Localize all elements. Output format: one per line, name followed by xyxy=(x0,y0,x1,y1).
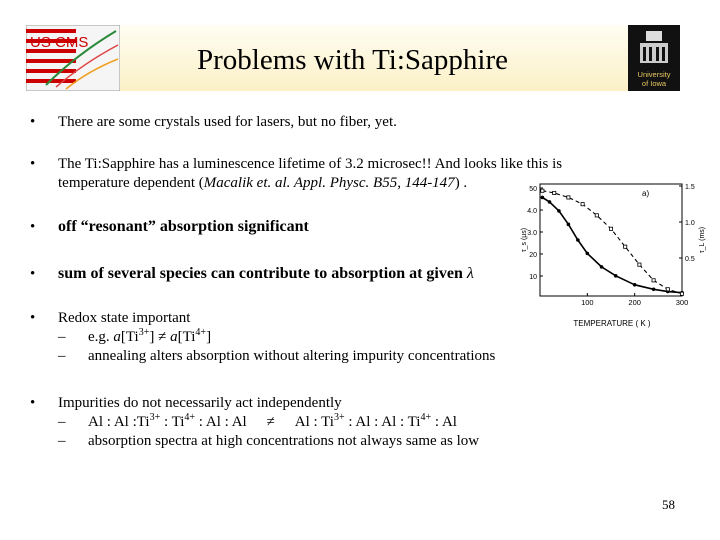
data-point xyxy=(614,274,618,278)
slide-title: Problems with Ti:Sapphire xyxy=(197,44,508,76)
data-point xyxy=(567,196,570,199)
data-point xyxy=(652,287,656,291)
x-tick-label: 300 xyxy=(675,298,689,307)
page-number: 58 xyxy=(662,497,675,512)
data-point xyxy=(638,263,641,266)
bullet-text xyxy=(58,394,618,451)
bullet-marker: • xyxy=(30,310,36,326)
y-left-tick-label: 20 xyxy=(529,252,537,259)
text-fragment: sum of several species can contribute to absorption at given xyxy=(58,265,463,282)
y-left-tick-label: 4.0 xyxy=(527,208,537,215)
y-left-tick-label: 3.0 xyxy=(527,230,537,237)
data-point xyxy=(557,209,561,213)
y-right-tick-label: 1.0 xyxy=(685,220,695,227)
bullet-text: There are some crystals used for lasers, but no fiber, yet. xyxy=(58,114,397,130)
uscms-logo xyxy=(26,25,120,91)
lambda-symbol: λ xyxy=(466,265,474,282)
bullet-marker: • xyxy=(30,219,36,235)
bullet-marker: • xyxy=(30,156,36,172)
data-point xyxy=(581,203,584,206)
not-equal-symbol: ≠ xyxy=(266,414,275,430)
data-point xyxy=(541,196,545,200)
data-point xyxy=(600,265,604,269)
text-fragment: ) . xyxy=(454,175,468,191)
bullet-marker: • xyxy=(30,395,36,411)
bullet-line: Redox state important xyxy=(58,310,191,326)
bullet-marker: • xyxy=(30,114,36,130)
text-fragment: temperature dependent ( xyxy=(58,175,204,191)
data-point xyxy=(553,191,556,194)
data-point xyxy=(541,189,544,192)
y-axis-right-label: τ_L (ms) xyxy=(699,226,706,254)
data-point xyxy=(652,279,655,282)
bullet-line: The Ti:Sapphire has a luminescence lifetime of 3.2 microsec!! And looks like this is xyxy=(58,156,563,172)
data-point xyxy=(680,292,683,295)
sub-bullet: – absorption spectra at high concentrations not always same as low xyxy=(58,433,480,449)
y-left-tick-label: 10 xyxy=(529,274,537,281)
y-axis-left-label: τ_s (μs) xyxy=(521,227,528,253)
panel-label: a) xyxy=(642,189,650,198)
x-axis-label: TEMPERATURE ( K ) xyxy=(573,319,651,328)
x-tick-label: 100 xyxy=(581,298,594,307)
dash-marker: – xyxy=(58,414,66,430)
y-right-tick-label: 0.5 xyxy=(685,256,695,263)
data-point xyxy=(567,223,571,227)
data-point xyxy=(576,238,580,242)
bullet-marker: • xyxy=(30,266,36,282)
data-point xyxy=(609,227,612,230)
x-tick-label: 200 xyxy=(628,298,641,307)
data-point xyxy=(586,252,590,256)
data-point xyxy=(666,288,669,291)
bullet-text: off “resonant” absorption significant xyxy=(58,218,309,235)
lifetime-temperature-plot xyxy=(512,178,712,330)
data-point xyxy=(633,283,637,287)
data-point xyxy=(595,214,598,217)
dash-marker: – xyxy=(58,433,66,449)
bullet-line: Impurities do not necessarily act independently xyxy=(58,395,342,411)
series-line-dashed xyxy=(542,191,682,294)
data-point xyxy=(624,245,627,248)
dash-marker: – xyxy=(58,348,66,364)
sub-bullet: – e.g. $a[Ti^{3+}] \ne a[Ti^{4+}]$ xyxy=(58,327,212,345)
reference-citation: Macalik et. al. Appl. Physc. B55, 144-147 xyxy=(203,175,455,191)
plot-frame xyxy=(540,184,682,296)
sub-bullet: – Al : Al $:Ti^{3+}$ : $Ti^{4+}$ : Al : Al ≠ Al : $Ti^{3+}$ : Al : Al : $Ti^{4+}$ : Al xyxy=(58,412,457,430)
data-point xyxy=(548,200,552,204)
sub-bullet: – annealing alters absorption without altering impurity concentrations xyxy=(58,348,496,364)
y-left-tick-label: 50 xyxy=(529,186,537,193)
svg-text:US CMS: US CMS xyxy=(30,34,89,51)
dash-marker: – xyxy=(58,329,66,345)
series-line-solid xyxy=(542,197,682,292)
y-right-tick-label: 1.5 xyxy=(685,184,695,191)
title-bar xyxy=(26,25,679,91)
university-of-iowa-logo xyxy=(628,25,680,91)
svg-text:University: University xyxy=(637,70,671,79)
svg-text:of Iowa: of Iowa xyxy=(641,79,667,88)
